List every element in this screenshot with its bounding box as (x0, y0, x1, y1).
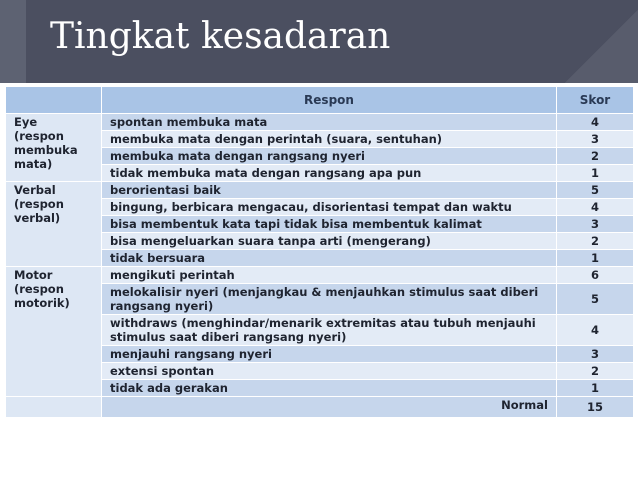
response-cell: mengikuti perintah (102, 267, 557, 284)
score-cell: 1 (557, 380, 634, 397)
response-cell: bisa membentuk kata tapi tidak bisa membentuk kalimat (102, 216, 557, 233)
response-cell: tidak bersuara (102, 250, 557, 267)
response-cell: bingung, berbicara mengacau, disorientasi tempat dan waktu (102, 199, 557, 216)
score-cell: 6 (557, 267, 634, 284)
response-cell: bisa mengeluarkan suara tanpa arti (mengerang) (102, 233, 557, 250)
total-row (6, 397, 634, 418)
score-cell: 4 (557, 315, 634, 346)
response-cell: membuka mata dengan rangsang nyeri (102, 148, 557, 165)
score-cell: 2 (557, 148, 634, 165)
header-response: Respon (102, 87, 557, 114)
slide-title: Tingkat kesadaran (50, 16, 391, 57)
score-cell: 2 (557, 363, 634, 380)
score-cell: 3 (557, 131, 634, 148)
category-cell: Eye (respon membuka mata) (6, 114, 102, 182)
table-body (6, 114, 634, 418)
total-empty-cell (6, 397, 102, 418)
category-cell: Motor (respon motorik) (6, 267, 102, 397)
response-cell: tidak ada gerakan (102, 380, 557, 397)
score-cell: 1 (557, 165, 634, 182)
response-cell: tidak membuka mata dengan rangsang apa pun (102, 165, 557, 182)
response-cell: berorientasi baik (102, 182, 557, 199)
response-cell: menjauhi rangsang nyeri (102, 346, 557, 363)
total-score: 15 (557, 397, 634, 418)
score-cell: 4 (557, 199, 634, 216)
score-cell: 5 (557, 182, 634, 199)
total-label: Normal (102, 397, 557, 418)
table-row (6, 267, 634, 284)
response-cell: extensi spontan (102, 363, 557, 380)
slide-header (0, 0, 638, 83)
table-row (6, 114, 634, 131)
score-cell: 5 (557, 284, 634, 315)
score-cell: 3 (557, 346, 634, 363)
response-cell: spontan membuka mata (102, 114, 557, 131)
header-score: Skor (557, 87, 634, 114)
score-cell: 3 (557, 216, 634, 233)
category-cell: Verbal (respon verbal) (6, 182, 102, 267)
header-category (6, 87, 102, 114)
header-stripe (0, 0, 26, 83)
gcs-table-container (5, 86, 633, 477)
table-row (6, 182, 634, 199)
response-cell: withdraws (menghindar/menarik extremitas atau tubuh menjauhi stimulus saat diberi rangsang nyeri) (102, 315, 557, 346)
score-cell: 2 (557, 233, 634, 250)
table-header-row (6, 87, 634, 114)
score-cell: 4 (557, 114, 634, 131)
header-corner-decoration (558, 0, 638, 83)
response-cell: melokalisir nyeri (menjangkau & menjauhkan stimulus saat diberi rangsang nyeri) (102, 284, 557, 315)
response-cell: membuka mata dengan perintah (suara, sentuhan) (102, 131, 557, 148)
gcs-table (5, 86, 634, 418)
score-cell: 1 (557, 250, 634, 267)
